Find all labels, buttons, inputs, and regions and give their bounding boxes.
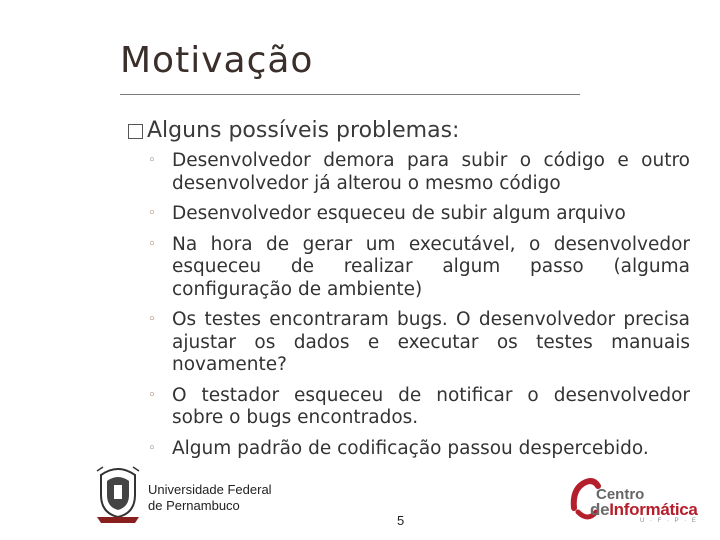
list-item-text: Os testes encontraram bugs. O desenvolvedor precisa ajustar os dados e executar os testes manuais novamente? xyxy=(172,309,690,375)
cin-logo-main: Informática xyxy=(609,500,698,519)
circle-bullet-icon: ◦ xyxy=(148,153,156,168)
list-item-text: Desenvolvedor esqueceu de subir algum arquivo xyxy=(172,203,626,224)
sub-bullet-list xyxy=(148,150,690,468)
list-item-text: Desenvolvedor demora para subir o código e outro desenvolvedor já alterou o mesmo código xyxy=(172,150,690,194)
slide-title: Motivação xyxy=(120,40,314,81)
box-bullet-icon xyxy=(128,124,143,139)
cin-logo-line-1: Centro xyxy=(596,486,645,503)
main-bullet xyxy=(128,118,459,143)
list-item-text: Na hora de gerar um executável, o desenvolvedor esqueceu de realizar algum passo (alguma configuração de ambiente) xyxy=(172,233,690,300)
circle-bullet-icon: ◦ xyxy=(148,387,156,403)
title-divider xyxy=(120,94,580,95)
circle-bullet-icon: ◦ xyxy=(148,236,156,252)
cin-logo-prefix: de xyxy=(590,500,610,519)
ufpe-crest-icon xyxy=(93,465,143,527)
list-item xyxy=(148,385,690,430)
list-item xyxy=(148,203,690,226)
cin-logo-line-2 xyxy=(590,500,698,520)
list-item xyxy=(148,234,690,302)
list-item xyxy=(148,309,690,377)
main-bullet-text: Alguns possíveis problemas: xyxy=(147,118,460,143)
circle-bullet-icon: ◦ xyxy=(148,206,156,221)
cin-logo-line-3: U · F · P · E xyxy=(640,518,698,524)
page-number: 5 xyxy=(397,513,405,528)
list-item xyxy=(148,150,690,195)
university-line-2: de Pernambuco xyxy=(148,498,240,513)
list-item xyxy=(148,438,690,461)
university-line-1: Universidade Federal xyxy=(148,482,272,497)
circle-bullet-icon: ◦ xyxy=(148,312,156,327)
circle-bullet-icon: ◦ xyxy=(148,440,156,456)
university-name xyxy=(148,482,272,514)
list-item-text: O testador esqueceu de notificar o desenvolvedor sobre o bugs encontrados. xyxy=(172,384,690,428)
list-item-text: Algum padrão de codificação passou despercebido. xyxy=(172,437,649,459)
